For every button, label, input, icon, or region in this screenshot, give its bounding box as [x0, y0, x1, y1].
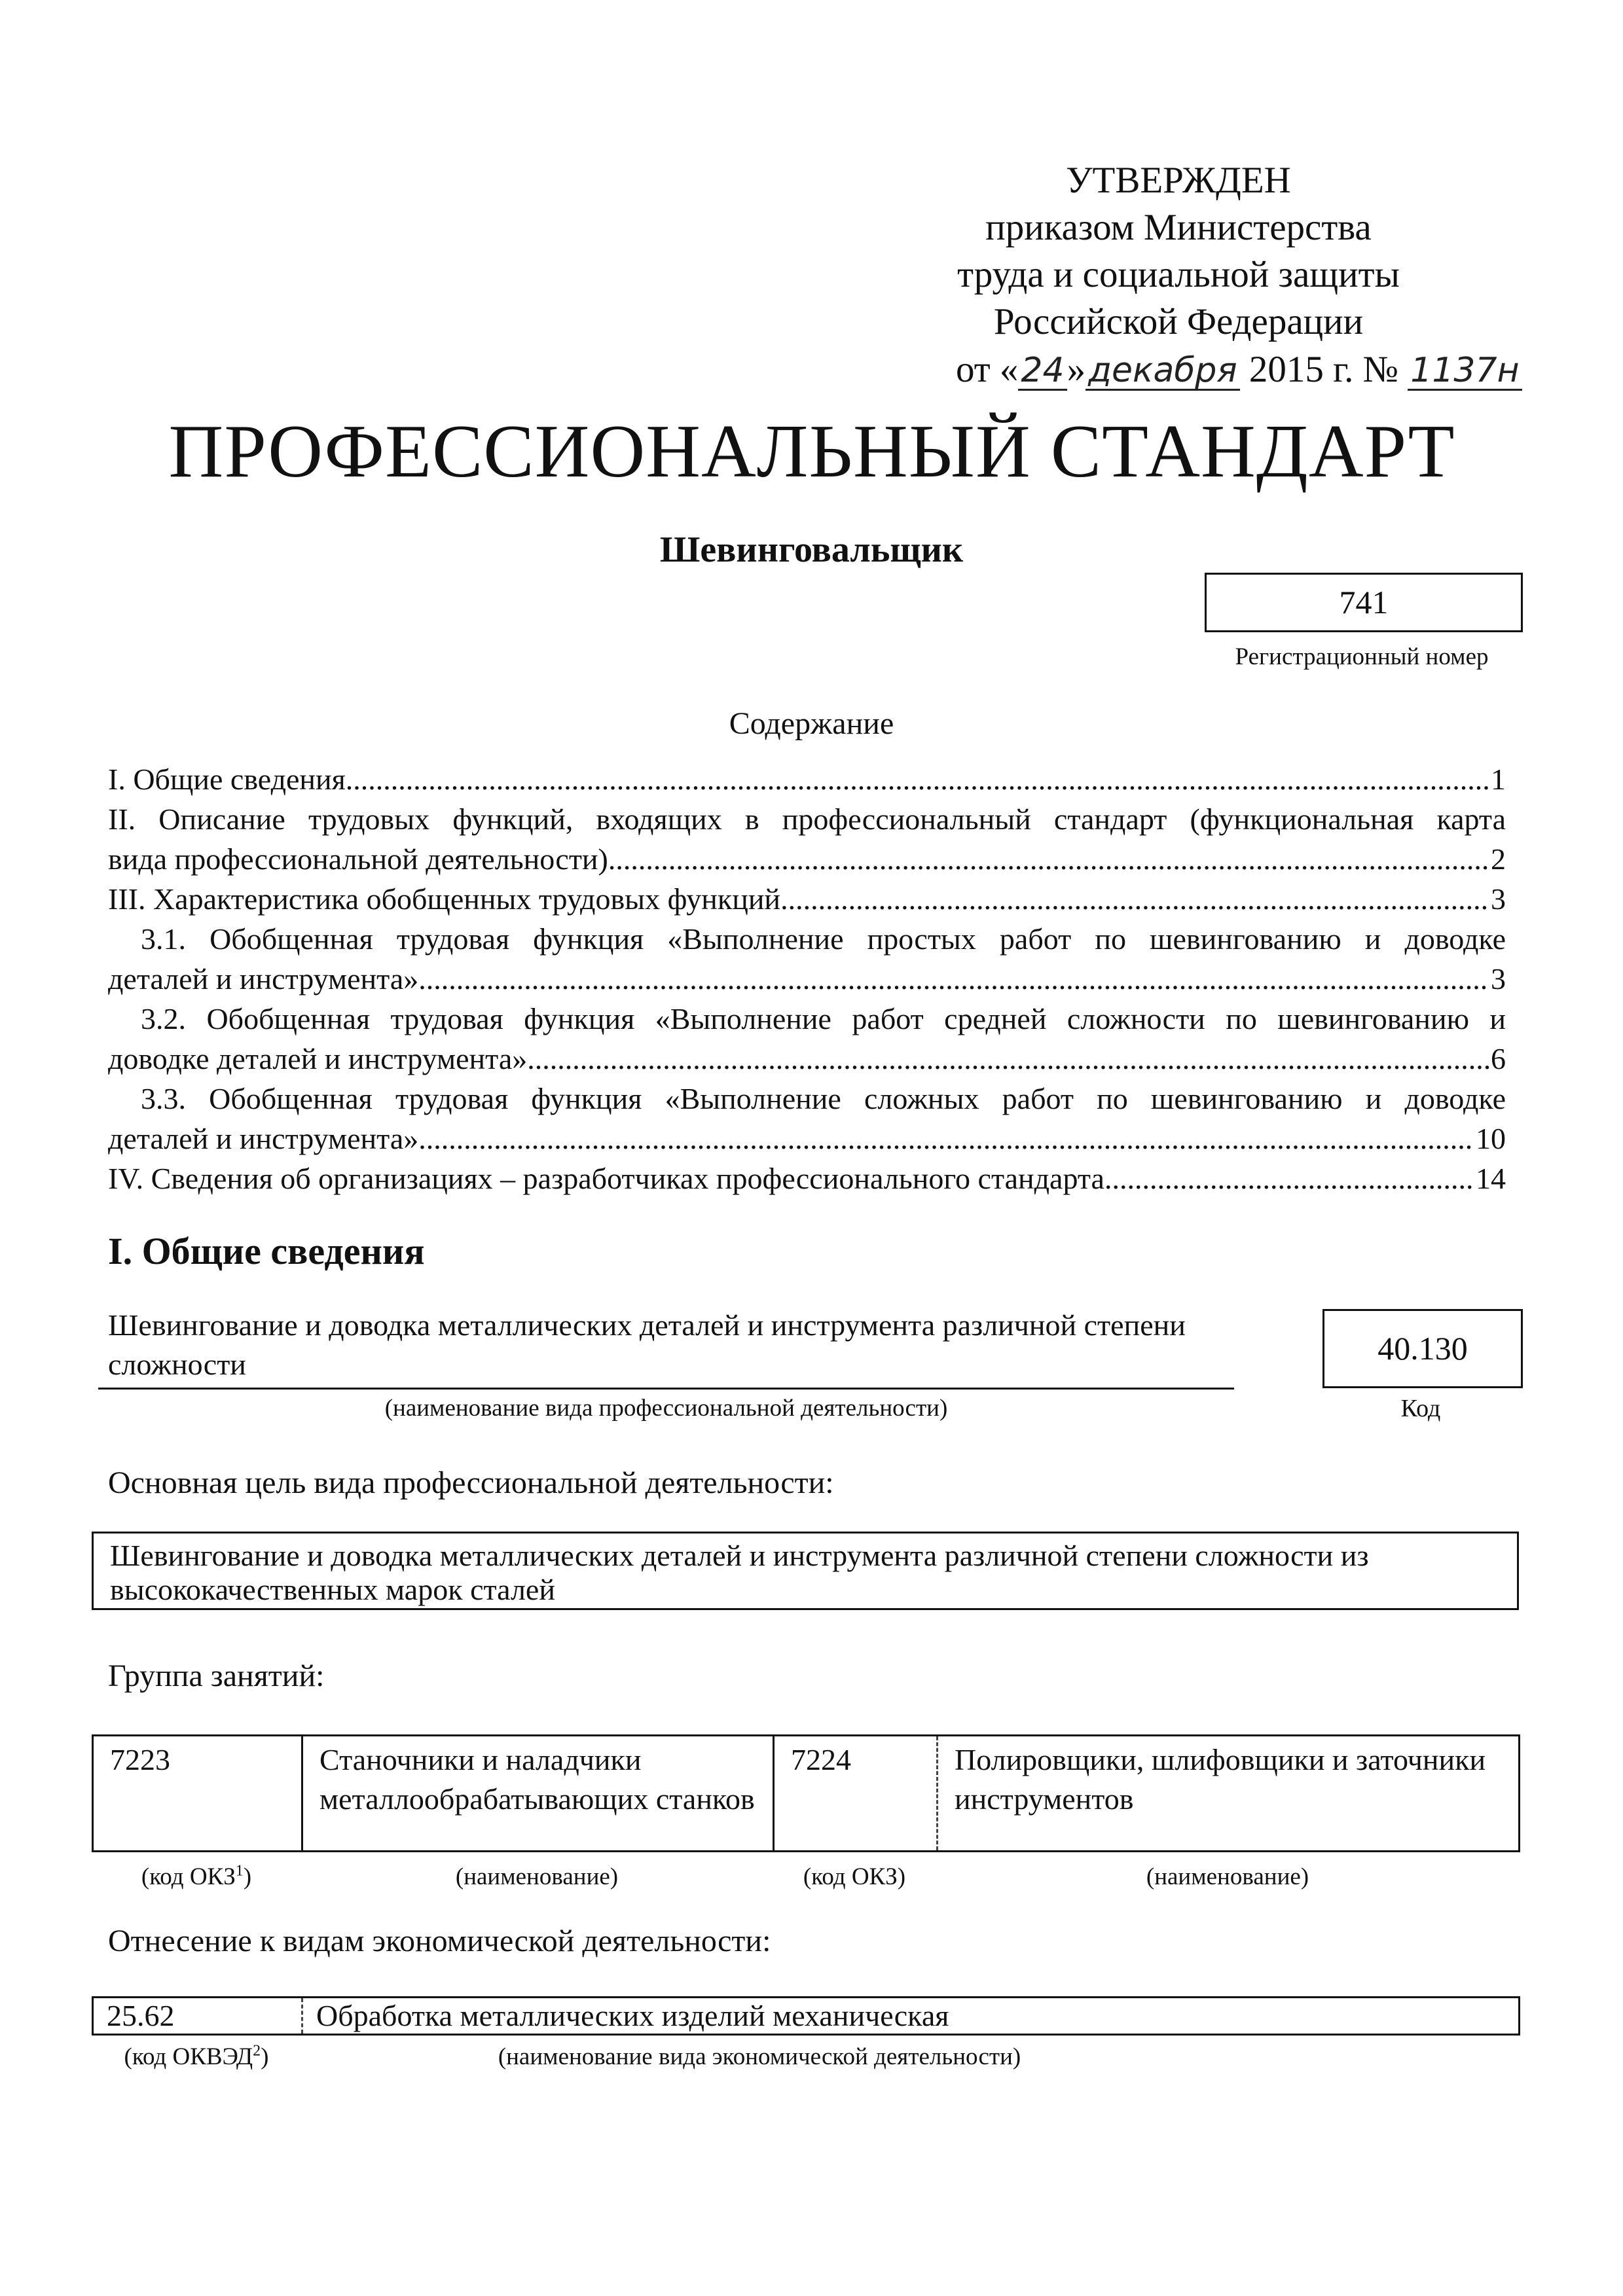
toc-item-3-2-line-1[interactable]: 3.2. Обобщенная трудовая функция «Выполнение работ средней сложности по шевингованию и: [141, 1002, 1506, 1035]
toc-item-4[interactable]: IV. Сведения об организациях – разработчиках профессионального стандарта ..... 14: [108, 1158, 1506, 1198]
okved-name-caption: (наименование вида экономической деятельности): [498, 2043, 1021, 2070]
okz-name-caption-1: (наименование): [455, 1863, 619, 1890]
occupation-group-table: [92, 1734, 1520, 1852]
group-code-2: 7224: [775, 1736, 938, 1850]
okved-name: Обработка металлических изделий механическая: [316, 1999, 949, 2032]
approval-line-1: УТВЕРЖДЕН: [1066, 160, 1291, 201]
activity-kind-underline: [98, 1388, 1234, 1390]
okved-code: 25.62: [94, 1998, 303, 2034]
toc-item-2-line-1[interactable]: II. Описание трудовых функций, входящих в профессиональный стандарт (функциональная карта: [108, 802, 1506, 836]
order-year: 2015 г. №: [1249, 349, 1399, 390]
group-name-1: Станочники и наладчики металлообрабатывающих станков: [303, 1736, 775, 1850]
registration-number-box: 741: [1205, 573, 1523, 632]
group-code-1: 7223: [94, 1736, 303, 1850]
date-prefix: от «: [956, 349, 1019, 390]
activity-kind-caption: (наименование вида профессиональной деятельности): [384, 1395, 948, 1422]
group-label: Группа занятий:: [108, 1659, 325, 1693]
okz-code-caption-2: (код ОКЗ): [803, 1863, 906, 1890]
okved-code-caption: (код ОКВЭД$^2$): [124, 2042, 269, 2070]
activity-code-caption: Код: [1400, 1395, 1441, 1422]
toc-item-3-2-line-2[interactable]: доводке деталей и инструмента» ..... 6: [108, 1039, 1506, 1079]
toc-item-2-line-2[interactable]: вида профессиональной деятельности) ..... 2: [108, 839, 1506, 879]
table-of-contents: [108, 759, 1506, 1198]
profession-name: Шевинговальщик: [659, 529, 964, 570]
toc-title: Содержание: [729, 706, 894, 741]
handwritten-month: декабря: [1085, 352, 1240, 391]
toc-item-3-3-line-1[interactable]: 3.3. Обобщенная трудовая функция «Выполнение сложных работ по шевингованию и доводке: [141, 1082, 1506, 1115]
handwritten-order-number: 1137н: [1408, 352, 1522, 391]
approval-line-3: труда и социальной защиты: [957, 254, 1400, 295]
document-title: ПРОФЕССИОНАЛЬНЫЙ СТАНДАРТ: [168, 410, 1455, 493]
goal-box: Шевингование и доводка металлических деталей и инструмента различной степени сложности из высококачественных марок сталей: [92, 1532, 1519, 1610]
handwritten-day: 24: [1018, 352, 1067, 391]
toc-item-1[interactable]: I. Общие сведения ..... 1: [108, 759, 1506, 799]
okved-table: [92, 1996, 1520, 2036]
section-heading: I. Общие сведения: [108, 1230, 425, 1272]
approval-line-4: Российской Федерации: [993, 301, 1364, 342]
activity-kind-name: Шевингование и доводка металлических деталей и инструмента различной степени сложности: [108, 1308, 1186, 1381]
okved-label: Отнесение к видам экономической деятельности:: [108, 1924, 771, 1958]
approval-block: [884, 157, 1473, 346]
group-name-2: Полировщики, шлифовщики и заточники инструментов: [955, 1743, 1486, 1816]
activity-code-box: 40.130: [1322, 1309, 1523, 1388]
registration-number-caption: Регистрационный номер: [1235, 643, 1489, 670]
okz-code-caption-1: (код ОКЗ$^1$): [141, 1862, 252, 1890]
order-date-line: [956, 347, 1522, 393]
toc-item-3-1-line-2[interactable]: деталей и инструмента» ..... 3: [108, 959, 1506, 999]
toc-item-3-3-line-2[interactable]: деталей и инструмента» ..... 10: [108, 1119, 1506, 1158]
toc-item-3[interactable]: III. Характеристика обобщенных трудовых функций ..... 3: [108, 879, 1506, 919]
goal-label: Основная цель вида профессиональной деятельности:: [108, 1465, 834, 1500]
day-suffix: »: [1067, 349, 1086, 390]
toc-item-3-1-line-1[interactable]: 3.1. Обобщенная трудовая функция «Выполнение простых работ по шевингованию и доводке: [141, 922, 1506, 956]
okz-name-caption-2: (наименование): [1146, 1863, 1309, 1890]
approval-line-2: приказом Министерства: [985, 207, 1372, 248]
